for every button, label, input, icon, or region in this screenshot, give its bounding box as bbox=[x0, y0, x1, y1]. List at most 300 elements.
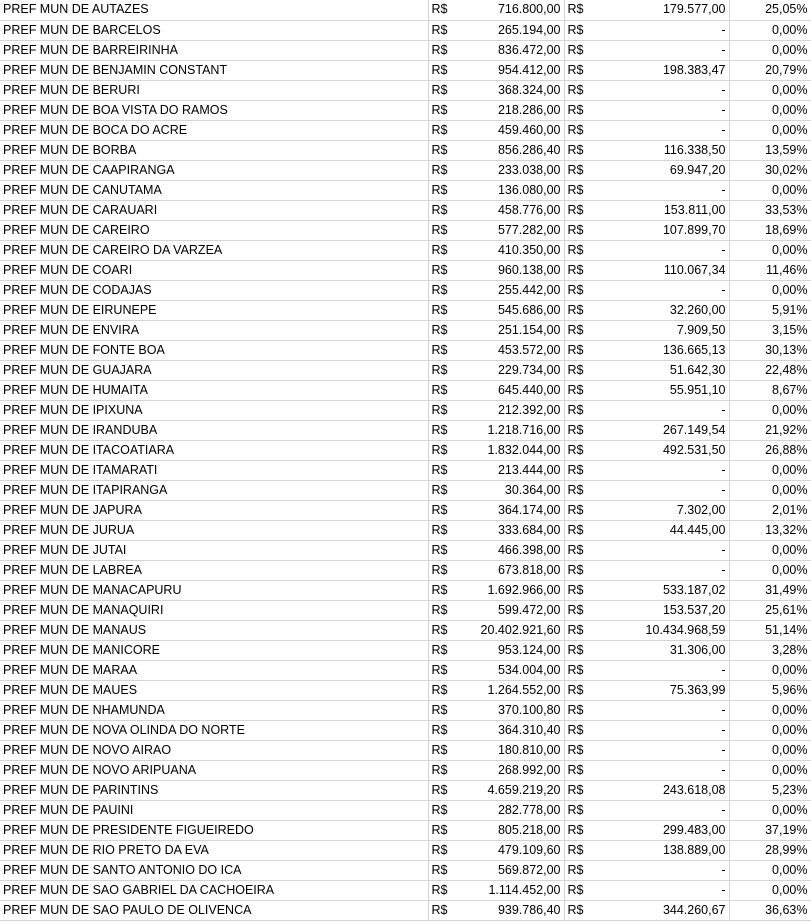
value-1-cell[interactable]: 364.174,00 bbox=[468, 500, 564, 520]
value-2-cell[interactable]: - bbox=[594, 400, 729, 420]
value-2-cell[interactable]: - bbox=[594, 100, 729, 120]
value-2-cell[interactable]: 492.531,50 bbox=[594, 440, 729, 460]
value-1-cell[interactable]: 1.114.452,00 bbox=[468, 880, 564, 900]
percentage-cell[interactable]: 0,00% bbox=[729, 560, 811, 580]
table-row bbox=[0, 600, 811, 620]
municipality-cell[interactable]: PREF MUN DE PRESIDENTE FIGUEIREDO bbox=[0, 820, 428, 840]
value-2-cell[interactable]: 10.434.968,59 bbox=[594, 620, 729, 640]
currency-symbol-cell[interactable]: R$ bbox=[428, 360, 468, 380]
value-2-cell[interactable]: - bbox=[594, 80, 729, 100]
municipality-cell[interactable]: PREF MUN DE AUTAZES bbox=[0, 0, 428, 20]
percentage-cell[interactable]: 3,15% bbox=[729, 320, 811, 340]
value-1-cell[interactable]: 136.080,00 bbox=[468, 180, 564, 200]
currency-symbol-cell[interactable]: R$ bbox=[428, 540, 468, 560]
percentage-cell[interactable]: 20,79% bbox=[729, 60, 811, 80]
municipality-cell[interactable]: PREF MUN DE BORBA bbox=[0, 140, 428, 160]
value-1-cell[interactable]: 453.572,00 bbox=[468, 340, 564, 360]
municipality-cell[interactable]: PREF MUN DE CANUTAMA bbox=[0, 180, 428, 200]
municipality-cell[interactable]: PREF MUN DE ITACOATIARA bbox=[0, 440, 428, 460]
municipality-cell[interactable]: PREF MUN DE BOCA DO ACRE bbox=[0, 120, 428, 140]
currency-symbol-cell[interactable]: R$ bbox=[564, 240, 594, 260]
value-1-cell[interactable]: 30.364,00 bbox=[468, 480, 564, 500]
municipality-cell[interactable]: PREF MUN DE NOVO AIRAO bbox=[0, 740, 428, 760]
currency-symbol-cell[interactable]: R$ bbox=[428, 720, 468, 740]
currency-symbol-cell[interactable]: R$ bbox=[428, 840, 468, 860]
municipality-cell[interactable]: PREF MUN DE ENVIRA bbox=[0, 320, 428, 340]
value-1-cell[interactable]: 459.460,00 bbox=[468, 120, 564, 140]
currency-symbol-cell[interactable]: R$ bbox=[428, 800, 468, 820]
municipality-cell[interactable]: PREF MUN DE MARAA bbox=[0, 660, 428, 680]
municipality-cell[interactable]: PREF MUN DE PAUINI bbox=[0, 800, 428, 820]
value-1-cell[interactable]: 1.218.716,00 bbox=[468, 420, 564, 440]
value-2-cell[interactable]: - bbox=[594, 720, 729, 740]
value-1-cell[interactable]: 466.398,00 bbox=[468, 540, 564, 560]
currency-symbol-cell[interactable]: R$ bbox=[428, 820, 468, 840]
currency-symbol-cell[interactable]: R$ bbox=[564, 320, 594, 340]
currency-symbol-cell[interactable]: R$ bbox=[428, 780, 468, 800]
value-2-cell[interactable]: 136.665,13 bbox=[594, 340, 729, 360]
municipality-cell[interactable]: PREF MUN DE CARAUARI bbox=[0, 200, 428, 220]
currency-symbol-cell[interactable]: R$ bbox=[564, 60, 594, 80]
table-row bbox=[0, 420, 811, 440]
value-1-cell[interactable]: 545.686,00 bbox=[468, 300, 564, 320]
currency-symbol-cell[interactable]: R$ bbox=[564, 480, 594, 500]
value-2-cell[interactable]: 44.445,00 bbox=[594, 520, 729, 540]
percentage-cell[interactable]: 5,96% bbox=[729, 680, 811, 700]
value-1-cell[interactable]: 569.872,00 bbox=[468, 860, 564, 880]
currency-symbol-cell[interactable]: R$ bbox=[564, 740, 594, 760]
value-2-cell[interactable]: - bbox=[594, 120, 729, 140]
value-1-cell[interactable]: 20.402.921,60 bbox=[468, 620, 564, 640]
municipality-cell[interactable]: PREF MUN DE NHAMUNDA bbox=[0, 700, 428, 720]
value-2-cell[interactable]: - bbox=[594, 20, 729, 40]
value-2-cell[interactable]: 198.383,47 bbox=[594, 60, 729, 80]
percentage-cell[interactable]: 36,63% bbox=[729, 900, 811, 920]
currency-symbol-cell[interactable]: R$ bbox=[564, 700, 594, 720]
currency-symbol-cell[interactable]: R$ bbox=[428, 700, 468, 720]
currency-symbol-cell[interactable]: R$ bbox=[428, 740, 468, 760]
currency-symbol-cell[interactable]: R$ bbox=[564, 180, 594, 200]
value-2-cell[interactable]: 51.642,30 bbox=[594, 360, 729, 380]
value-1-cell[interactable]: 458.776,00 bbox=[468, 200, 564, 220]
table-row bbox=[0, 840, 811, 860]
municipality-cell[interactable]: PREF MUN DE PARINTINS bbox=[0, 780, 428, 800]
value-2-cell[interactable]: 138.889,00 bbox=[594, 840, 729, 860]
table-row bbox=[0, 300, 811, 320]
currency-symbol-cell[interactable]: R$ bbox=[564, 100, 594, 120]
municipality-cell[interactable]: PREF MUN DE SAO PAULO DE OLIVENCA bbox=[0, 900, 428, 920]
currency-symbol-cell[interactable]: R$ bbox=[428, 760, 468, 780]
value-1-cell[interactable]: 364.310,40 bbox=[468, 720, 564, 740]
value-1-cell[interactable]: 836.472,00 bbox=[468, 40, 564, 60]
table-row bbox=[0, 500, 811, 520]
value-2-cell[interactable]: - bbox=[594, 880, 729, 900]
value-2-cell[interactable]: - bbox=[594, 40, 729, 60]
table-row bbox=[0, 540, 811, 560]
percentage-cell[interactable]: 30,13% bbox=[729, 340, 811, 360]
currency-symbol-cell[interactable]: R$ bbox=[428, 60, 468, 80]
percentage-cell[interactable]: 0,00% bbox=[729, 860, 811, 880]
currency-symbol-cell[interactable]: R$ bbox=[428, 40, 468, 60]
municipality-cell[interactable]: PREF MUN DE FONTE BOA bbox=[0, 340, 428, 360]
municipality-cell[interactable]: PREF MUN DE COARI bbox=[0, 260, 428, 280]
value-1-cell[interactable]: 233.038,00 bbox=[468, 160, 564, 180]
table-row bbox=[0, 620, 811, 640]
value-1-cell[interactable]: 1.832.044,00 bbox=[468, 440, 564, 460]
currency-symbol-cell[interactable]: R$ bbox=[428, 160, 468, 180]
value-2-cell[interactable]: 179.577,00 bbox=[594, 0, 729, 20]
percentage-cell[interactable]: 0,00% bbox=[729, 700, 811, 720]
currency-symbol-cell[interactable]: R$ bbox=[428, 620, 468, 640]
municipality-cell[interactable]: PREF MUN DE ITAMARATI bbox=[0, 460, 428, 480]
table-row bbox=[0, 720, 811, 740]
percentage-cell[interactable]: 3,28% bbox=[729, 640, 811, 660]
percentage-cell[interactable]: 0,00% bbox=[729, 280, 811, 300]
currency-symbol-cell[interactable]: R$ bbox=[564, 500, 594, 520]
currency-symbol-cell[interactable]: R$ bbox=[564, 680, 594, 700]
municipality-cell[interactable]: PREF MUN DE BARREIRINHA bbox=[0, 40, 428, 60]
currency-symbol-cell[interactable]: R$ bbox=[428, 420, 468, 440]
currency-symbol-cell[interactable]: R$ bbox=[564, 340, 594, 360]
table-row bbox=[0, 280, 811, 300]
currency-symbol-cell[interactable]: R$ bbox=[564, 40, 594, 60]
currency-symbol-cell[interactable]: R$ bbox=[564, 620, 594, 640]
percentage-cell[interactable]: 5,91% bbox=[729, 300, 811, 320]
municipality-cell[interactable]: PREF MUN DE MANAQUIRI bbox=[0, 600, 428, 620]
value-2-cell[interactable]: - bbox=[594, 560, 729, 580]
percentage-cell[interactable]: 0,00% bbox=[729, 540, 811, 560]
value-1-cell[interactable]: 954.412,00 bbox=[468, 60, 564, 80]
value-2-cell[interactable]: - bbox=[594, 660, 729, 680]
value-2-cell[interactable]: 7.302,00 bbox=[594, 500, 729, 520]
currency-symbol-cell[interactable]: R$ bbox=[564, 460, 594, 480]
value-2-cell[interactable]: 299.483,00 bbox=[594, 820, 729, 840]
percentage-cell[interactable]: 0,00% bbox=[729, 740, 811, 760]
value-2-cell[interactable]: - bbox=[594, 480, 729, 500]
currency-symbol-cell[interactable]: R$ bbox=[564, 520, 594, 540]
municipality-cell[interactable]: PREF MUN DE BOA VISTA DO RAMOS bbox=[0, 100, 428, 120]
municipality-cell[interactable]: PREF MUN DE SAO GABRIEL DA CACHOEIRA bbox=[0, 880, 428, 900]
value-1-cell[interactable]: 479.109,60 bbox=[468, 840, 564, 860]
municipality-cell[interactable]: PREF MUN DE RIO PRETO DA EVA bbox=[0, 840, 428, 860]
table-row bbox=[0, 400, 811, 420]
value-1-cell[interactable]: 213.444,00 bbox=[468, 460, 564, 480]
municipality-cell[interactable]: PREF MUN DE NOVO ARIPUANA bbox=[0, 760, 428, 780]
currency-symbol-cell[interactable]: R$ bbox=[428, 560, 468, 580]
value-1-cell[interactable]: 939.786,40 bbox=[468, 900, 564, 920]
value-1-cell[interactable]: 265.194,00 bbox=[468, 20, 564, 40]
currency-symbol-cell[interactable]: R$ bbox=[428, 0, 468, 20]
table-row bbox=[0, 200, 811, 220]
municipality-cell[interactable]: PREF MUN DE IPIXUNA bbox=[0, 400, 428, 420]
currency-symbol-cell[interactable]: R$ bbox=[564, 420, 594, 440]
value-2-cell[interactable]: - bbox=[594, 800, 729, 820]
currency-symbol-cell[interactable]: R$ bbox=[564, 160, 594, 180]
percentage-cell[interactable]: 13,32% bbox=[729, 520, 811, 540]
currency-symbol-cell[interactable]: R$ bbox=[564, 580, 594, 600]
value-1-cell[interactable]: 1.264.552,00 bbox=[468, 680, 564, 700]
currency-symbol-cell[interactable]: R$ bbox=[428, 660, 468, 680]
currency-symbol-cell[interactable]: R$ bbox=[564, 400, 594, 420]
currency-symbol-cell[interactable]: R$ bbox=[428, 280, 468, 300]
percentage-cell[interactable]: 0,00% bbox=[729, 120, 811, 140]
value-1-cell[interactable]: 370.100,80 bbox=[468, 700, 564, 720]
currency-symbol-cell[interactable]: R$ bbox=[428, 260, 468, 280]
municipality-cell[interactable]: PREF MUN DE CAREIRO bbox=[0, 220, 428, 240]
value-2-cell[interactable]: 31.306,00 bbox=[594, 640, 729, 660]
value-1-cell[interactable]: 410.350,00 bbox=[468, 240, 564, 260]
value-1-cell[interactable]: 673.818,00 bbox=[468, 560, 564, 580]
currency-symbol-cell[interactable]: R$ bbox=[564, 900, 594, 920]
currency-symbol-cell[interactable]: R$ bbox=[428, 900, 468, 920]
percentage-cell[interactable]: 0,00% bbox=[729, 880, 811, 900]
currency-symbol-cell[interactable]: R$ bbox=[428, 640, 468, 660]
value-2-cell[interactable]: 243.618,08 bbox=[594, 780, 729, 800]
percentage-cell[interactable]: 0,00% bbox=[729, 800, 811, 820]
percentage-cell[interactable]: 31,49% bbox=[729, 580, 811, 600]
value-2-cell[interactable]: - bbox=[594, 860, 729, 880]
value-2-cell[interactable]: - bbox=[594, 760, 729, 780]
table-row bbox=[0, 860, 811, 880]
currency-symbol-cell[interactable]: R$ bbox=[428, 460, 468, 480]
currency-symbol-cell[interactable]: R$ bbox=[428, 520, 468, 540]
value-2-cell[interactable]: - bbox=[594, 180, 729, 200]
currency-symbol-cell[interactable]: R$ bbox=[428, 100, 468, 120]
value-2-cell[interactable]: 110.067,34 bbox=[594, 260, 729, 280]
table-row bbox=[0, 440, 811, 460]
currency-symbol-cell[interactable]: R$ bbox=[428, 500, 468, 520]
currency-symbol-cell[interactable]: R$ bbox=[564, 140, 594, 160]
municipality-cell[interactable]: PREF MUN DE MANICORE bbox=[0, 640, 428, 660]
currency-symbol-cell[interactable]: R$ bbox=[564, 800, 594, 820]
percentage-cell[interactable]: 25,05% bbox=[729, 0, 811, 20]
value-1-cell[interactable]: 577.282,00 bbox=[468, 220, 564, 240]
value-1-cell[interactable]: 368.324,00 bbox=[468, 80, 564, 100]
currency-symbol-cell[interactable]: R$ bbox=[428, 480, 468, 500]
value-1-cell[interactable]: 251.154,00 bbox=[468, 320, 564, 340]
percentage-cell[interactable]: 0,00% bbox=[729, 760, 811, 780]
currency-symbol-cell[interactable]: R$ bbox=[428, 400, 468, 420]
currency-symbol-cell[interactable]: R$ bbox=[428, 20, 468, 40]
table-row bbox=[0, 740, 811, 760]
value-1-cell[interactable]: 805.218,00 bbox=[468, 820, 564, 840]
percentage-cell[interactable]: 22,48% bbox=[729, 360, 811, 380]
currency-symbol-cell[interactable]: R$ bbox=[564, 20, 594, 40]
value-2-cell[interactable]: - bbox=[594, 740, 729, 760]
percentage-cell[interactable]: 37,19% bbox=[729, 820, 811, 840]
value-2-cell[interactable]: 69.947,20 bbox=[594, 160, 729, 180]
municipality-cell[interactable]: PREF MUN DE LABREA bbox=[0, 560, 428, 580]
value-1-cell[interactable]: 268.992,00 bbox=[468, 760, 564, 780]
currency-symbol-cell[interactable]: R$ bbox=[564, 840, 594, 860]
municipality-cell[interactable]: PREF MUN DE CAREIRO DA VARZEA bbox=[0, 240, 428, 260]
value-1-cell[interactable]: 255.442,00 bbox=[468, 280, 564, 300]
value-1-cell[interactable]: 218.286,00 bbox=[468, 100, 564, 120]
currency-symbol-cell[interactable]: R$ bbox=[564, 300, 594, 320]
value-2-cell[interactable]: 7.909,50 bbox=[594, 320, 729, 340]
municipality-cell[interactable]: PREF MUN DE GUAJARA bbox=[0, 360, 428, 380]
currency-symbol-cell[interactable]: R$ bbox=[564, 720, 594, 740]
currency-symbol-cell[interactable]: R$ bbox=[564, 80, 594, 100]
value-1-cell[interactable]: 716.800,00 bbox=[468, 0, 564, 20]
percentage-cell[interactable]: 0,00% bbox=[729, 40, 811, 60]
value-2-cell[interactable]: 153.537,20 bbox=[594, 600, 729, 620]
table-row bbox=[0, 560, 811, 580]
table-row bbox=[0, 180, 811, 200]
table-row bbox=[0, 140, 811, 160]
value-2-cell[interactable]: 153.811,00 bbox=[594, 200, 729, 220]
percentage-cell[interactable]: 0,00% bbox=[729, 660, 811, 680]
municipality-cell[interactable]: PREF MUN DE ITAPIRANGA bbox=[0, 480, 428, 500]
currency-symbol-cell[interactable]: R$ bbox=[428, 220, 468, 240]
municipality-cell[interactable]: PREF MUN DE CODAJAS bbox=[0, 280, 428, 300]
currency-symbol-cell[interactable]: R$ bbox=[428, 200, 468, 220]
currency-symbol-cell[interactable]: R$ bbox=[564, 600, 594, 620]
value-2-cell[interactable]: - bbox=[594, 280, 729, 300]
percentage-cell[interactable]: 0,00% bbox=[729, 80, 811, 100]
currency-symbol-cell[interactable]: R$ bbox=[564, 440, 594, 460]
currency-symbol-cell[interactable]: R$ bbox=[564, 560, 594, 580]
currency-symbol-cell[interactable]: R$ bbox=[564, 820, 594, 840]
currency-symbol-cell[interactable]: R$ bbox=[564, 640, 594, 660]
municipality-cell[interactable]: PREF MUN DE SANTO ANTONIO DO ICA bbox=[0, 860, 428, 880]
percentage-cell[interactable]: 5,23% bbox=[729, 780, 811, 800]
percentage-cell[interactable]: 2,01% bbox=[729, 500, 811, 520]
currency-symbol-cell[interactable]: R$ bbox=[564, 760, 594, 780]
value-2-cell[interactable]: 55.951,10 bbox=[594, 380, 729, 400]
percentage-cell[interactable]: 18,69% bbox=[729, 220, 811, 240]
percentage-cell[interactable]: 33,53% bbox=[729, 200, 811, 220]
value-1-cell[interactable]: 645.440,00 bbox=[468, 380, 564, 400]
currency-symbol-cell[interactable]: R$ bbox=[428, 380, 468, 400]
currency-symbol-cell[interactable]: R$ bbox=[564, 360, 594, 380]
currency-symbol-cell[interactable]: R$ bbox=[564, 540, 594, 560]
table-row bbox=[0, 800, 811, 820]
table-row bbox=[0, 460, 811, 480]
percentage-cell[interactable]: 11,46% bbox=[729, 260, 811, 280]
percentage-cell[interactable]: 8,67% bbox=[729, 380, 811, 400]
percentage-cell[interactable]: 0,00% bbox=[729, 240, 811, 260]
currency-symbol-cell[interactable]: R$ bbox=[428, 580, 468, 600]
table-row bbox=[0, 380, 811, 400]
table-row bbox=[0, 320, 811, 340]
municipality-cell[interactable]: PREF MUN DE MAUES bbox=[0, 680, 428, 700]
value-1-cell[interactable]: 599.472,00 bbox=[468, 600, 564, 620]
municipality-cell[interactable]: PREF MUN DE JAPURA bbox=[0, 500, 428, 520]
currency-symbol-cell[interactable]: R$ bbox=[564, 860, 594, 880]
municipality-cell[interactable]: PREF MUN DE EIRUNEPE bbox=[0, 300, 428, 320]
municipality-cell[interactable]: PREF MUN DE HUMAITA bbox=[0, 380, 428, 400]
currency-symbol-cell[interactable]: R$ bbox=[428, 340, 468, 360]
currency-symbol-cell[interactable]: R$ bbox=[564, 880, 594, 900]
percentage-cell[interactable]: 21,92% bbox=[729, 420, 811, 440]
currency-symbol-cell[interactable]: R$ bbox=[428, 140, 468, 160]
percentage-cell[interactable]: 0,00% bbox=[729, 100, 811, 120]
currency-symbol-cell[interactable]: R$ bbox=[564, 780, 594, 800]
currency-symbol-cell[interactable]: R$ bbox=[428, 240, 468, 260]
municipality-cell[interactable]: PREF MUN DE BARCELOS bbox=[0, 20, 428, 40]
value-2-cell[interactable]: - bbox=[594, 240, 729, 260]
percentage-cell[interactable]: 28,99% bbox=[729, 840, 811, 860]
percentage-cell[interactable]: 0,00% bbox=[729, 720, 811, 740]
value-1-cell[interactable]: 1.692.966,00 bbox=[468, 580, 564, 600]
currency-symbol-cell[interactable]: R$ bbox=[564, 280, 594, 300]
value-1-cell[interactable]: 856.286,40 bbox=[468, 140, 564, 160]
value-1-cell[interactable]: 282.778,00 bbox=[468, 800, 564, 820]
percentage-cell[interactable]: 30,02% bbox=[729, 160, 811, 180]
municipality-cell[interactable]: PREF MUN DE JURUA bbox=[0, 520, 428, 540]
table-row bbox=[0, 240, 811, 260]
value-2-cell[interactable]: 533.187,02 bbox=[594, 580, 729, 600]
value-2-cell[interactable]: 32.260,00 bbox=[594, 300, 729, 320]
currency-symbol-cell[interactable]: R$ bbox=[564, 200, 594, 220]
value-1-cell[interactable]: 333.684,00 bbox=[468, 520, 564, 540]
currency-symbol-cell[interactable]: R$ bbox=[564, 220, 594, 240]
value-2-cell[interactable]: 267.149,54 bbox=[594, 420, 729, 440]
percentage-cell[interactable]: 26,88% bbox=[729, 440, 811, 460]
value-2-cell[interactable]: - bbox=[594, 460, 729, 480]
value-1-cell[interactable]: 960.138,00 bbox=[468, 260, 564, 280]
currency-symbol-cell[interactable]: R$ bbox=[428, 860, 468, 880]
percentage-cell[interactable]: 0,00% bbox=[729, 180, 811, 200]
value-1-cell[interactable]: 953.124,00 bbox=[468, 640, 564, 660]
percentage-cell[interactable]: 0,00% bbox=[729, 20, 811, 40]
value-1-cell[interactable]: 229.734,00 bbox=[468, 360, 564, 380]
municipality-cell[interactable]: PREF MUN DE BERURI bbox=[0, 80, 428, 100]
currency-symbol-cell[interactable]: R$ bbox=[564, 380, 594, 400]
percentage-cell[interactable]: 13,59% bbox=[729, 140, 811, 160]
value-2-cell[interactable]: 116.338,50 bbox=[594, 140, 729, 160]
currency-symbol-cell[interactable]: R$ bbox=[428, 680, 468, 700]
currency-symbol-cell[interactable]: R$ bbox=[564, 660, 594, 680]
currency-symbol-cell[interactable]: R$ bbox=[428, 880, 468, 900]
table-row bbox=[0, 900, 811, 920]
municipality-cell[interactable]: PREF MUN DE NOVA OLINDA DO NORTE bbox=[0, 720, 428, 740]
currency-symbol-cell[interactable]: R$ bbox=[428, 180, 468, 200]
value-1-cell[interactable]: 4.659.219,20 bbox=[468, 780, 564, 800]
currency-symbol-cell[interactable]: R$ bbox=[564, 260, 594, 280]
percentage-cell[interactable]: 25,61% bbox=[729, 600, 811, 620]
currency-symbol-cell[interactable]: R$ bbox=[428, 300, 468, 320]
municipality-cell[interactable]: PREF MUN DE CAAPIRANGA bbox=[0, 160, 428, 180]
municipality-cell[interactable]: PREF MUN DE IRANDUBA bbox=[0, 420, 428, 440]
value-1-cell[interactable]: 212.392,00 bbox=[468, 400, 564, 420]
percentage-cell[interactable]: 51,14% bbox=[729, 620, 811, 640]
currency-symbol-cell[interactable]: R$ bbox=[428, 600, 468, 620]
currency-symbol-cell[interactable]: R$ bbox=[428, 320, 468, 340]
percentage-cell[interactable]: 0,00% bbox=[729, 480, 811, 500]
currency-symbol-cell[interactable]: R$ bbox=[564, 120, 594, 140]
value-2-cell[interactable]: 107.899,70 bbox=[594, 220, 729, 240]
value-1-cell[interactable]: 180.810,00 bbox=[468, 740, 564, 760]
value-2-cell[interactable]: - bbox=[594, 540, 729, 560]
currency-symbol-cell[interactable]: R$ bbox=[564, 0, 594, 20]
currency-symbol-cell[interactable]: R$ bbox=[428, 120, 468, 140]
value-2-cell[interactable]: 344.260,67 bbox=[594, 900, 729, 920]
value-2-cell[interactable]: - bbox=[594, 700, 729, 720]
currency-symbol-cell[interactable]: R$ bbox=[428, 440, 468, 460]
municipality-cell[interactable]: PREF MUN DE MANACAPURU bbox=[0, 580, 428, 600]
currency-symbol-cell[interactable]: R$ bbox=[428, 80, 468, 100]
percentage-cell[interactable]: 0,00% bbox=[729, 400, 811, 420]
value-1-cell[interactable]: 534.004,00 bbox=[468, 660, 564, 680]
municipality-cell[interactable]: PREF MUN DE JUTAI bbox=[0, 540, 428, 560]
value-2-cell[interactable]: 75.363,99 bbox=[594, 680, 729, 700]
percentage-cell[interactable]: 0,00% bbox=[729, 460, 811, 480]
municipality-cell[interactable]: PREF MUN DE BENJAMIN CONSTANT bbox=[0, 60, 428, 80]
municipality-cell[interactable]: PREF MUN DE MANAUS bbox=[0, 620, 428, 640]
table-row bbox=[0, 760, 811, 780]
